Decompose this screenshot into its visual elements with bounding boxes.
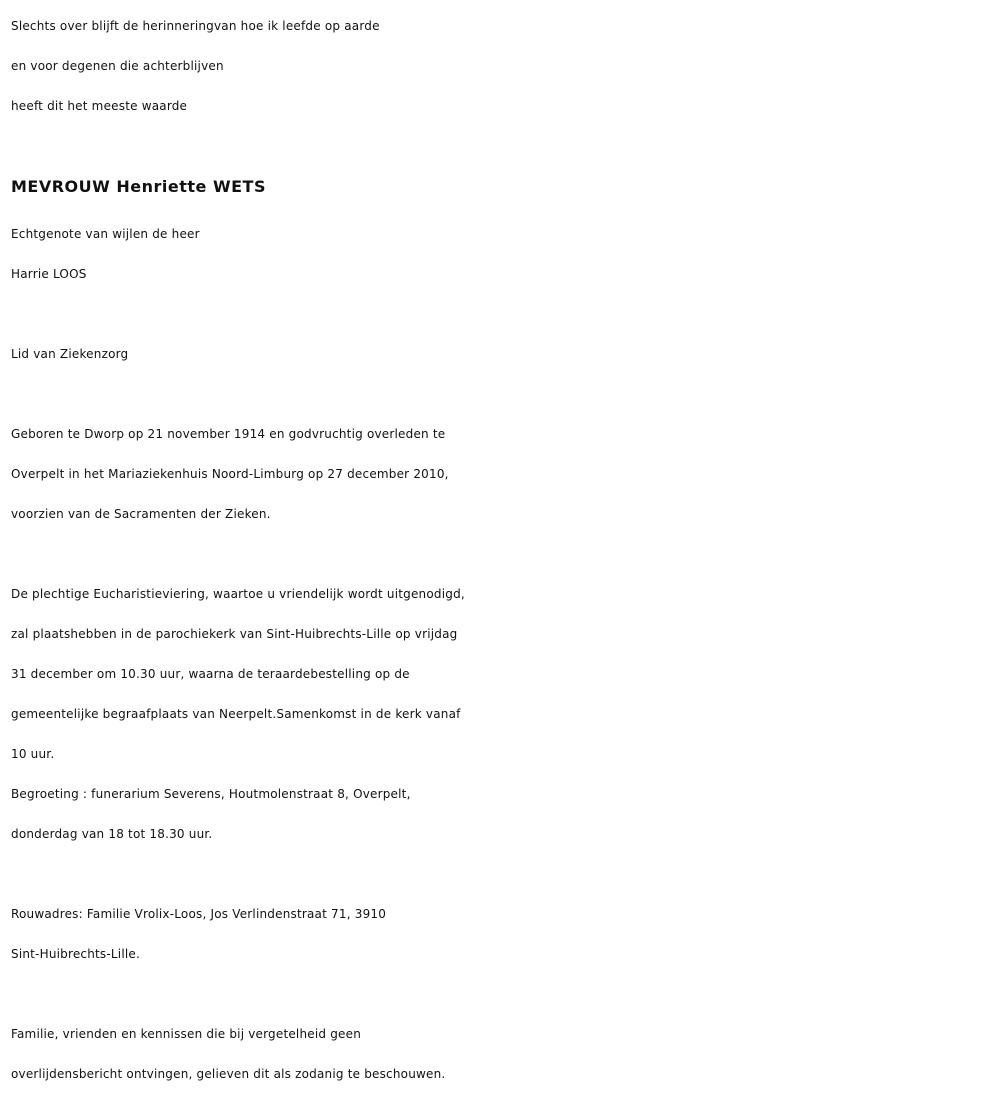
ceremony-line: 10 uur. (11, 747, 55, 761)
spouse-line: Echtgenote van wijlen de heer (11, 227, 200, 241)
closing-line: Familie, vrienden en kennissen die bij vergetelheid geen (11, 1027, 362, 1041)
birth-death-line: Geboren te Dworp op 21 november 1914 en godvruchtig overleden te (11, 427, 446, 441)
poem-line: en voor degenen die achterblijven (11, 59, 224, 73)
address-line: Rouwadres: Familie Vrolix-Loos, Jos Verlindenstraat 71, 3910 (11, 907, 387, 921)
poem-line: Slechts over blijft de herinneringvan hoe ik leefde op aarde (11, 19, 380, 33)
closing-line: overlijdensbericht ontvingen, gelieven dit als zodanig te beschouwen. (11, 1067, 446, 1081)
ceremony-info (11, 574, 996, 774)
spouse-info (11, 214, 996, 294)
ceremony-line: gemeentelijke begraafplaats van Neerpelt.Samenkomst in de kerk vanaf (11, 707, 461, 721)
memorial-poem (11, 6, 996, 126)
poem-line: heeft dit het meeste waarde (11, 99, 188, 113)
visitation-info (11, 774, 996, 854)
mourning-address (11, 894, 996, 974)
membership-line: Lid van Ziekenzorg (11, 347, 129, 361)
ceremony-line: zal plaatshebben in de parochiekerk van Sint-Huibrechts-Lille op vrijdag (11, 627, 458, 641)
obituary-document (11, 0, 996, 1094)
visitation-line: donderdag van 18 tot 18.30 uur. (11, 827, 213, 841)
visitation-line: Begroeting : funerarium Severens, Houtmolenstraat 8, Overpelt, (11, 787, 411, 801)
ceremony-line: 31 december om 10.30 uur, waarna de teraardebestelling op de (11, 667, 410, 681)
spouse-line: Harrie LOOS (11, 267, 87, 281)
membership-info (11, 334, 996, 374)
address-line: Sint-Huibrechts-Lille. (11, 947, 140, 961)
deceased-name: MEVROUW Henriette WETS (11, 177, 266, 196)
birth-death-info (11, 414, 996, 534)
closing-note (11, 1014, 996, 1094)
birth-death-line: Overpelt in het Mariaziekenhuis Noord-Limburg op 27 december 2010, (11, 467, 449, 481)
ceremony-line: De plechtige Eucharistieviering, waartoe u vriendelijk wordt uitgenodigd, (11, 587, 465, 601)
birth-death-line: voorzien van de Sacramenten der Zieken. (11, 507, 271, 521)
